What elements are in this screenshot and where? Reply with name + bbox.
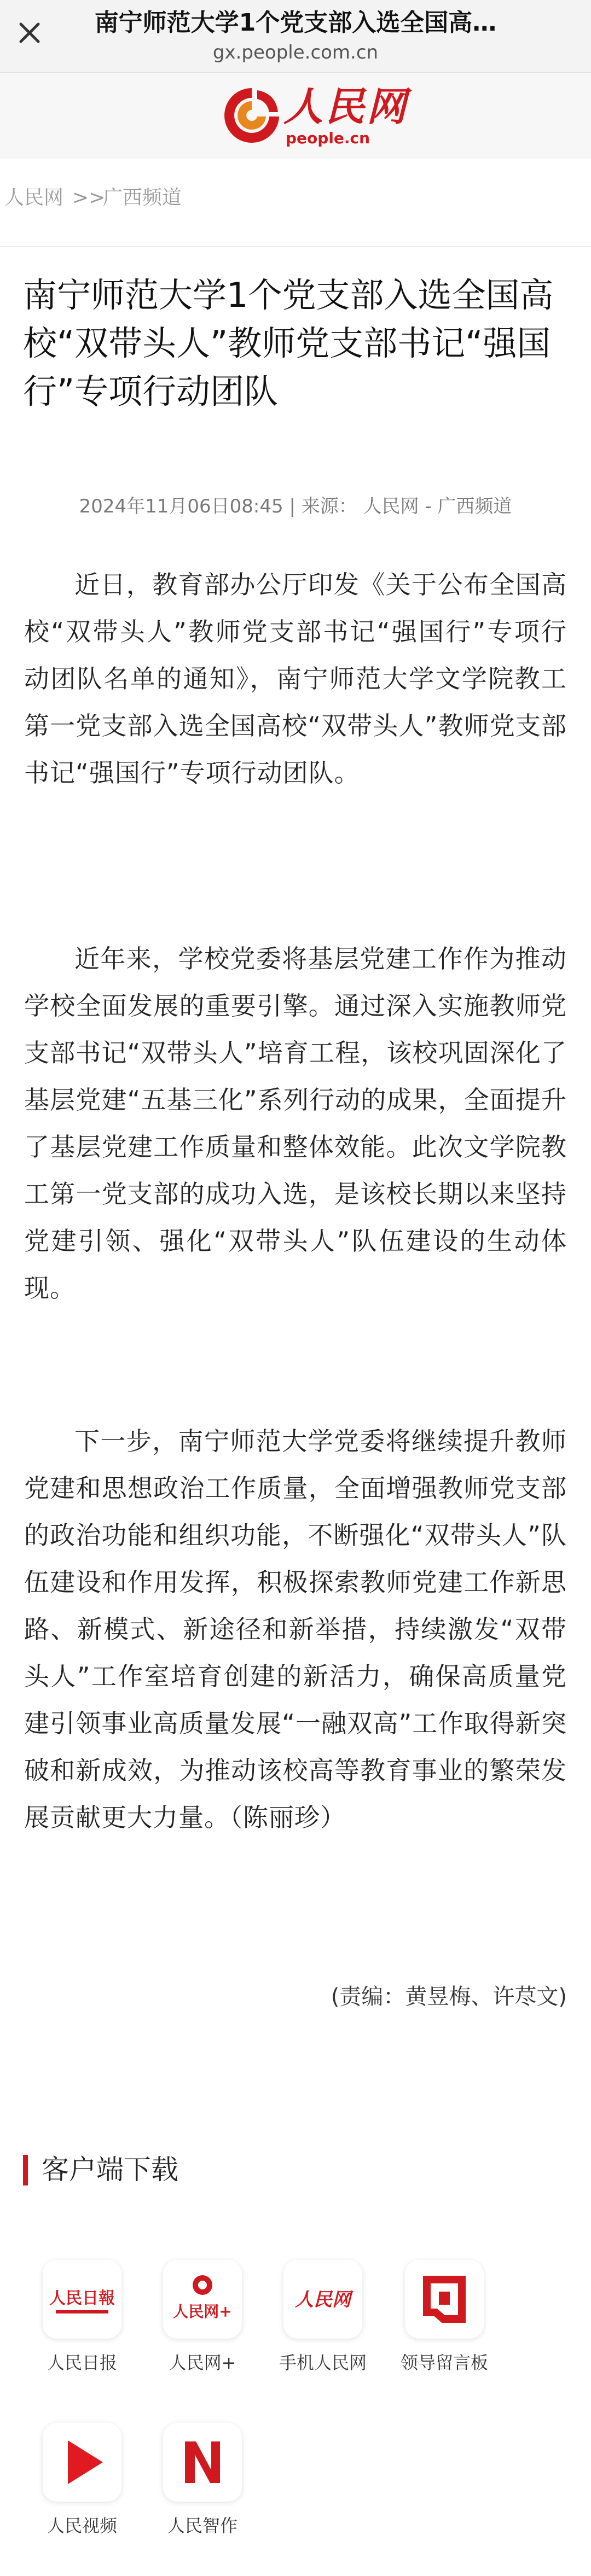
app-label: 人民视频 — [47, 2515, 117, 2536]
meta-separator: | — [289, 496, 296, 517]
app-people-video[interactable] — [27, 2423, 137, 2576]
downloads-section-title: 客户端下载 — [42, 2154, 178, 2185]
app-label: 手机人民网 — [279, 2352, 367, 2373]
article-datetime: 2024年11月06日08:45 — [79, 496, 283, 517]
app-label: 人民日报 — [47, 2352, 117, 2373]
app-label: 领导留言板 — [400, 2352, 488, 2373]
app-people-daily[interactable] — [27, 2260, 137, 2413]
breadcrumb-channel-link[interactable]: 广西频道 — [103, 187, 182, 209]
article-editor: (责编：黄昱梅、许荩文) — [331, 1984, 567, 2009]
article-source-link[interactable]: 人民网 - 广西频道 — [363, 496, 512, 517]
site-logo-bar — [0, 73, 591, 159]
logo-text[interactable]: 人民网 — [283, 83, 409, 130]
leader-message-board-icon — [405, 2260, 484, 2339]
people-logo-icon[interactable] — [219, 83, 285, 148]
people-daily-glyph: 人民日報 — [49, 2289, 115, 2308]
app-label: 人民智作 — [167, 2515, 237, 2536]
app-people-net-plus[interactable] — [148, 2260, 257, 2413]
mobile-people-net-icon — [283, 2260, 362, 2339]
browser-topbar — [0, 0, 591, 73]
mobile-people-net-glyph: 人民网 — [295, 2289, 351, 2311]
breadcrumb-home-link[interactable]: 人民网 — [4, 187, 64, 209]
source-label: 来源： — [301, 496, 357, 517]
people-zhizuo-icon — [163, 2423, 242, 2502]
app-leader-message-board[interactable] — [390, 2260, 499, 2413]
app-label: 人民网+ — [169, 2352, 236, 2373]
page-title-bar: 南宁师范大学1个党支部入选全国高… — [94, 9, 497, 37]
page-url: gx.people.com.cn — [212, 42, 379, 63]
app-mobile-people-net[interactable] — [268, 2260, 378, 2413]
article-meta — [0, 494, 591, 518]
people-net-plus-glyph: 人民网+ — [173, 2303, 232, 2321]
people-daily-icon — [43, 2260, 121, 2339]
people-video-icon — [43, 2423, 121, 2502]
breadcrumb — [0, 159, 591, 247]
app-people-zhizuo[interactable] — [148, 2423, 257, 2576]
article-paragraph: 近日，教育部办公厅印发《关于公布全国高校“双带头人”教师党支部书记“强国行”专项行动团队名单的通知》，南宁师范大学文学院教工第一党支部入选全国高校“双带头人”教师党支部书记“强国行”专项行动团队。 — [24, 570, 567, 788]
article-paragraph: 下一步，南宁师范大学党委将继续提升教师党建和思想政治工作质量，全面增强教师党支部的政治功能和组织功能，不断强化“双带头人”队伍建设和作用发挥，积极探索教师党建工作新思路、新模式、新途径和新举措，持续激发“双带头人”工作室培育创建的新活力，确保高质量党建引领事业高质量发展“一融双高”工作取得新突破和新成效，为推动该校高等教育事业的繁荣发展贡献更大力量。（陈丽珍） — [24, 1426, 567, 1832]
logo-subtext: people.cn — [286, 129, 370, 147]
people-net-plus-icon — [163, 2260, 242, 2339]
article-title: 南宁师范大学1个党支部入选全国高校“双带头人”教师党支部书记“强国行”专项行动团队 — [23, 275, 554, 411]
close-icon[interactable] — [13, 16, 46, 49]
article-paragraph: 近年来，学校党委将基层党建工作作为推动学校全面发展的重要引擎。通过深入实施教师党支部书记“双带头人”培育工程，该校巩固深化了基层党建“五基三化”系列行动的成果，全面提升了基层党建工作质量和整体效能。此次文学院教工第一党支部的成功入选，是该校长期以来坚持党建引领、强化“双带头人”队伍建设的生动体现。 — [24, 944, 567, 1303]
section-accent-bar — [23, 2155, 28, 2185]
breadcrumb-separator: >> — [72, 187, 106, 209]
